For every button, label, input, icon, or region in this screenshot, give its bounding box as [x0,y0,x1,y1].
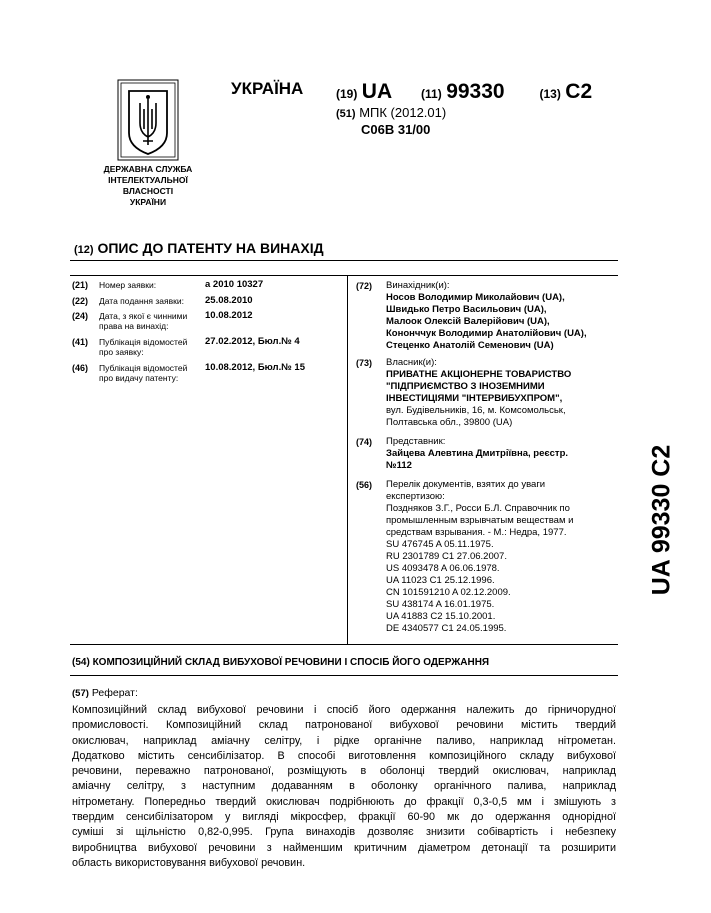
biblio-label: Дата, з якої є чинними права на винахід: [99,311,188,331]
owner-address-line: вул. Будівельників, 16, м. Комсомольськ, [386,405,566,416]
abstract-line: Додатково містить сенсибілізатор. В способі виготовлення композиційного складу вибухової [72,749,616,762]
inid-code: (19) [336,87,358,101]
representative-name-line: №112 [386,460,412,471]
patent-number: 99330 [446,80,505,103]
side-label [642,420,682,620]
biblio-label: Дата подання заявки: [99,296,184,306]
inid-code: (56) [356,480,373,490]
field-label: Перелік документів, взятих до уваги [386,479,546,490]
inid-code: (24) [72,311,89,321]
grant-publication: 10.08.2012, Бюл.№ 15 [205,362,306,373]
inid-code: (11) [421,87,442,101]
office-line: ІНТЕЛЕКТУАЛЬНОЇ [108,175,188,185]
abstract-label-text: Реферат: [91,687,138,699]
owner-name-line: "ПІДПРИЄМСТВО З ІНОЗЕМНИМИ [386,381,545,392]
ipc-class: C06B 31/00 [361,122,431,137]
biblio-label: Публікація відомостей про видачу патенту: [99,363,188,383]
country-code: UA [361,80,393,103]
inid-code: (73) [356,358,373,368]
side-label-text: UA 99330 C2 [647,444,676,596]
abstract-line: область використовування вибухової речовин. [72,856,306,869]
inid-code: (74) [356,437,373,447]
inid-code: (51) [336,108,356,120]
invention-title-text: КОМПОЗИЦІЙНИЙ СКЛАД ВИБУХОВОЇ РЕЧОВИНИ І СПОСІБ ЙОГО ОДЕРЖАННЯ [92,657,490,668]
reference-item: SU 438174 A 16.01.1975. [386,599,495,610]
effective-date: 10.08.2012 [205,310,253,321]
divider [70,675,618,676]
inid-code: (72) [356,281,373,291]
document-title [74,240,324,256]
ipc-edition-text: МПК (2012.01) [359,105,447,120]
inventor-name: Стеценко Анатолій Семенович (UA) [386,340,554,351]
owner-address-line: Полтавська обл., 39800 (UA) [386,417,513,428]
document-title-text: ОПИС ДО ПАТЕНТУ НА ВИНАХІД [97,240,324,256]
abstract-line: нітрометану. Попередньо твердий окислювач подрібнюють до фракції 0,3-0,5 мм і змішують з [72,795,616,808]
ipc-edition [336,105,446,120]
application-number: a 2010 10327 [205,279,264,290]
abstract-line: окислювач, наприклад аміачну селітру, і рідке органічне паливо, наприклад нітрометан. [72,734,616,747]
patent-codes [336,80,592,104]
inventor-name: Малоок Олексій Валерійович (UA), [386,316,550,327]
abstract-line: виробництва вибухової речовини з найменшим критичним діаметром детонації та розширити [72,841,616,854]
divider [70,260,618,261]
office-line: УКРАЇНИ [129,197,167,207]
inid-code: (12) [74,244,94,256]
coat-of-arms-icon [117,79,179,161]
office-line: ВЛАСНОСТІ [122,186,174,196]
patent-office-name [92,164,204,208]
field-label: експертизою: [386,491,445,502]
abstract-line: твердим сенсибілізатором у вигляді мікросфер, фракції 60-90 мк до одержання однорідної [72,811,616,824]
reference-item: RU 2301789 C1 27.06.2007. [386,551,507,562]
abstract-label [72,687,138,699]
reference-item: UA 41883 C2 15.10.2001. [386,611,496,622]
abstract-line: Композиційний склад вибухової речовини і спосіб його одержання належить до гірничорудної [72,704,616,716]
field-label: Власник(и): [386,357,437,368]
reference-item: US 4093478 A 06.06.1978. [386,563,500,574]
biblio-label: Номер заявки: [99,280,157,290]
representative-name-line: Зайцева Алевтина Дмитріївна, реєстр. [386,448,569,459]
field-label: Винахідник(и): [386,280,450,291]
column-divider [347,275,348,644]
inid-code: (22) [72,296,89,306]
inid-code: (46) [72,363,89,373]
inventor-name: Швидько Петро Васильович (UA), [386,304,547,315]
abstract-text [72,703,616,871]
inid-code: (54) [72,657,90,668]
inid-code: (57) [72,688,89,699]
reference-item: SU 476745 A 05.11.1975. [386,539,494,550]
inventor-name: Кононччук Володимир Анатолійович (UA), [386,328,587,339]
field-label: Представник: [386,436,446,447]
divider [70,644,618,645]
invention-title [72,657,489,668]
reference-item: Поздняков З.Г., Росси Б.Л. Справочник по [386,503,570,514]
reference-item: промышленным взрывчатым веществам и [386,515,574,526]
abstract-line: аміачну селітру, з наступним додаванням в оболонку органічного палива, наприклад [72,780,616,793]
biblio-label: Публікація відомостей про заявку: [99,337,188,357]
owner-name-line: ІНВЕСТИЦІЯМИ "ІНТЕРВИБУХПРОМ", [386,393,563,404]
application-publication: 27.02.2012, Бюл.№ 4 [205,336,300,347]
abstract-line: речовини, переважно патронованої, розміщують в оболонці твердий окислювач, наприклад [72,765,616,778]
reference-item: CN 101591210 A 02.12.2009. [386,587,511,598]
divider [70,275,618,276]
inid-code: (41) [72,337,89,347]
reference-item: средствам взрывания. - М.: Недра, 1977. [386,527,567,538]
inid-code: (13) [539,87,561,101]
office-line: ДЕРЖАВНА СЛУЖБА [103,164,193,174]
abstract-line: промисловості. Композиційний склад патронованої вибухової речовини містить твердий [72,719,616,732]
inventor-name: Носов Володимир Миколайович (UA), [386,292,565,303]
owner-name-line: ПРИВАТНЕ АКЦІОНЕРНЕ ТОВАРИСТВО [386,369,572,380]
abstract-line: суміші зі щільністю 0,82-0,995. Група винаходів дозволяє знизити собівартість і небезпеку [72,826,616,839]
inid-code: (21) [72,280,89,290]
country-name: УКРАЇНА [231,79,304,98]
reference-item: UA 11023 C1 25.12.1996. [386,575,495,586]
kind-code: C2 [565,80,593,103]
filing-date: 25.08.2010 [205,295,253,306]
reference-item: DE 4340577 C1 24.05.1995. [386,623,507,634]
